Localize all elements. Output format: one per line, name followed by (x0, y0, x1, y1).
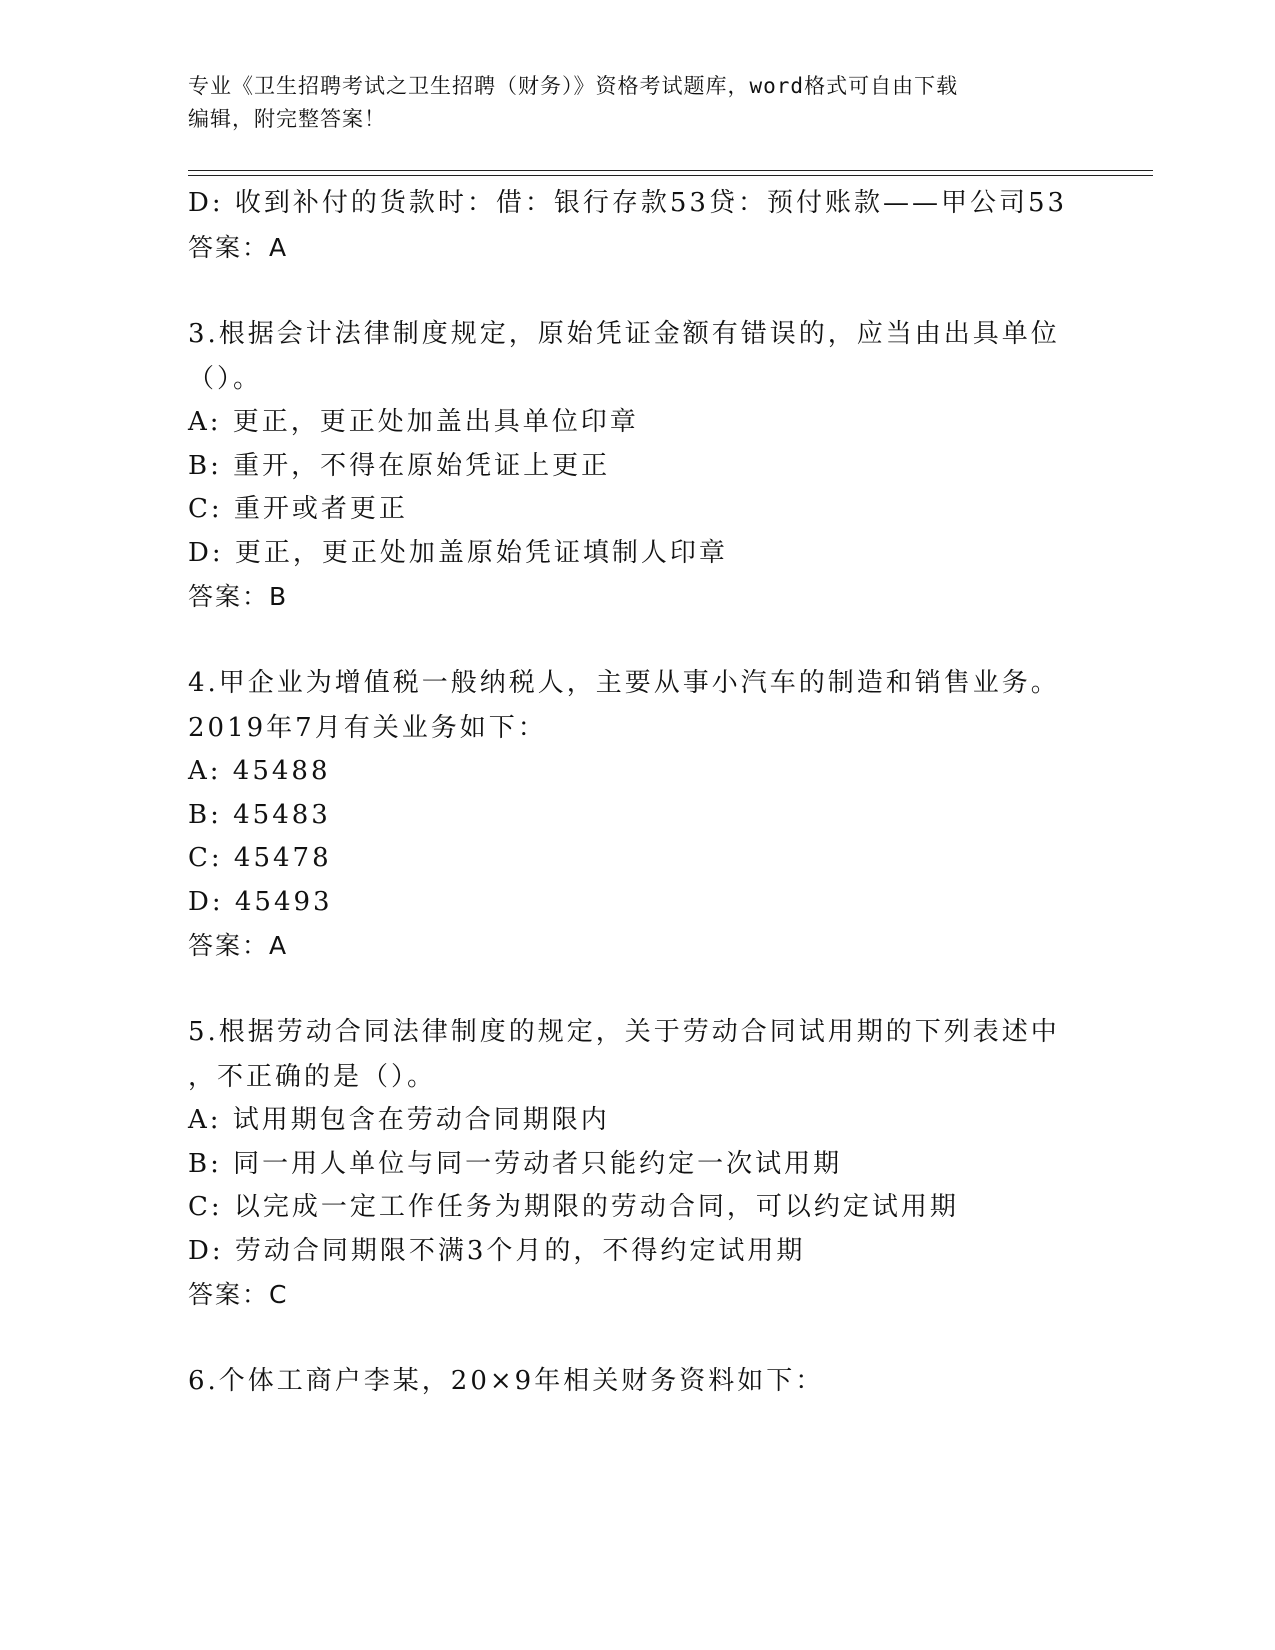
question-5-stem-line-1: 5.根据劳动合同法律制度的规定，关于劳动合同试用期的下列表述中 (188, 1017, 1060, 1047)
question-5-option-a: A: 试用期包含在劳动合同期限内 (188, 1105, 610, 1135)
question-3-stem-line-1: 3.根据会计法律制度规定，原始凭证金额有错误的，应当由出具单位 (188, 319, 1060, 349)
header-line-2: 编辑，附完整答案！ (188, 107, 386, 131)
question-5-stem-line-2: ，不正确的是（）。 (188, 1062, 437, 1092)
question-4-stem-line-2: 2019年7月有关业务如下： (188, 713, 547, 743)
question-3-option-a: A: 更正，更正处加盖出具单位印章 (188, 407, 639, 437)
option-d-previous: D: 收到补付的货款时：借：银行存款53贷：预付账款——甲公司53 (188, 188, 1068, 218)
question-5-option-d: D: 劳动合同期限不满3个月的，不得约定试用期 (188, 1236, 806, 1266)
question-4-option-b: B: 45483 (188, 800, 331, 830)
answer-previous: 答案：A (188, 233, 289, 262)
question-4-stem-line-1: 4.甲企业为增值税一般纳税人，主要从事小汽车的制造和销售业务。 (188, 668, 1060, 698)
header-line-1: 专业《卫生招聘考试之卫生招聘（财务）》资格考试题库，word格式可自由下载 (188, 74, 959, 98)
question-3-option-b: B: 重开，不得在原始凭证上更正 (188, 451, 611, 481)
question-5-option-b: B: 同一用人单位与同一劳动者只能约定一次试用期 (188, 1149, 843, 1179)
header-divider-bottom (188, 175, 1153, 176)
question-5-option-c: C: 以完成一定工作任务为期限的劳动合同，可以约定试用期 (188, 1192, 959, 1222)
question-3-option-c: C: 重开或者更正 (188, 494, 408, 524)
document-header (188, 70, 1088, 136)
question-3-answer: 答案：B (188, 582, 289, 611)
question-4-answer: 答案：A (188, 931, 289, 960)
question-4-option-a: A: 45488 (188, 756, 331, 786)
question-4-option-c: C: 45478 (188, 843, 332, 873)
header-divider-top (188, 170, 1153, 171)
question-3-stem-line-2: （）。 (188, 364, 263, 394)
question-3-option-d: D: 更正，更正处加盖原始凭证填制人印章 (188, 538, 728, 568)
question-5-answer: 答案：C (188, 1280, 289, 1309)
question-6-stem-line-1: 6.个体工商户李某，20×9年相关财务资料如下： (188, 1366, 825, 1396)
question-4-option-d: D: 45493 (188, 887, 333, 917)
